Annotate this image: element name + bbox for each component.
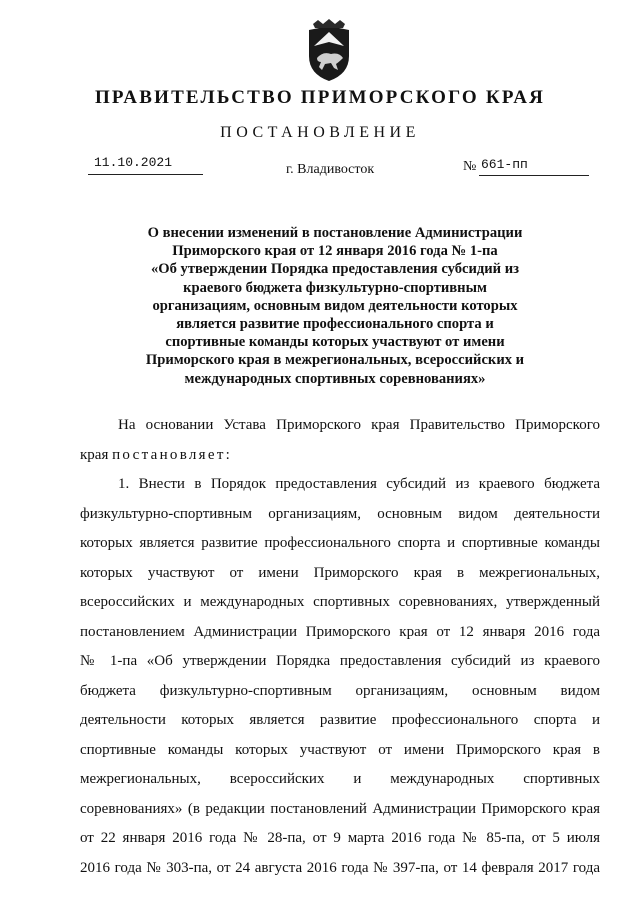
paragraph-line: соревнованиях» (в редакции постановлений Администрации Приморского края <box>80 800 600 817</box>
subject-line: организациям, основным видом деятельности которых <box>152 297 518 314</box>
subject-line: является развитие профессионального спорта и <box>176 316 494 333</box>
document-body <box>80 414 600 886</box>
subject-line: Приморского края в межрегиональных, всероссийских и <box>145 352 525 369</box>
subject-line: Приморского края от 12 января 2016 года № 1-па <box>172 243 498 260</box>
number-underline <box>479 175 589 176</box>
paragraph-line: 1. Внести в Порядок предоставления субсидий из краевого бюджета <box>118 476 600 492</box>
resolves-word: постановляет: <box>112 446 233 463</box>
government-title: ПРАВИТЕЛЬСТВО ПРИМОРСКОГО КРАЯ <box>94 87 546 108</box>
document-date: 11.10.2021 <box>94 155 173 170</box>
document-city: г. Владивосток <box>286 162 375 177</box>
subject-line: О внесении изменений в постановление Администрации <box>147 225 523 241</box>
paragraph-line: № 1-па «Об утверждении Порядка предоставления субсидий из краевого <box>80 653 600 669</box>
intro-text: края <box>80 446 113 463</box>
paragraph-line: которых участвуют от имени Приморского края в межрегиональных, <box>80 564 600 581</box>
coat-of-arms-emblem <box>303 18 355 84</box>
number-sign: № <box>463 159 477 174</box>
paragraph-line: бюджета физкультурно-спортивным организациям, основным видом <box>80 682 600 699</box>
intro-line: На основании Устава Приморского края Правительство Приморского <box>118 417 600 433</box>
paragraph-line: 2016 года № 303-па, от 24 августа 2016 года № 397-па, от 14 февраля 2017 года <box>80 859 600 876</box>
subject-line: спортивные команды которых участвуют от имени <box>165 334 505 351</box>
subject-line: краевого бюджета физкультурно-спортивным <box>183 279 487 296</box>
paragraph-line: всероссийских и международных спортивных соревнованиях, утвержденный <box>80 594 600 610</box>
paragraph-line: физкультурно-спортивным организациям, основным видом деятельности <box>80 505 600 522</box>
date-underline <box>88 174 203 175</box>
document-number: 661-пп <box>481 157 528 172</box>
paragraph-line: постановлением Администрации Приморского края от 12 января 2016 года <box>80 623 600 640</box>
paragraph-line: от 22 января 2016 года № 28-па, от 9 марта 2016 года № 85-па, от 5 июля <box>80 830 600 846</box>
subject-line: международных спортивных соревнованиях» <box>184 370 486 387</box>
paragraph-line: межрегиональных, всероссийских и международных спортивных <box>80 771 600 787</box>
subject-line: «Об утверждении Порядка предоставления субсидий из <box>150 261 520 278</box>
document-type: ПОСТАНОВЛЕНИЕ <box>220 124 420 141</box>
paragraph-line: спортивные команды которых участвуют от имени Приморского края в <box>80 741 600 758</box>
document-subject <box>100 224 570 388</box>
paragraph-line: деятельности которых является развитие профессионального спорта и <box>80 712 600 728</box>
paragraph-line: которых является развитие профессионального спорта и спортивные команды <box>80 535 600 551</box>
intro-line <box>80 444 600 474</box>
